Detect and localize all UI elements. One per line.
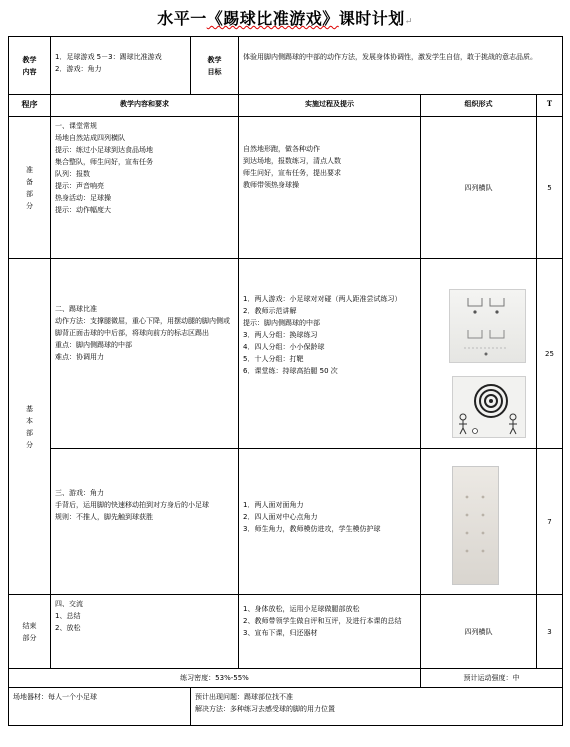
header-content: 教学内容和要求 (51, 95, 239, 117)
closing-organization: 四列横队 (421, 595, 537, 669)
wrestle-formation-photo (452, 466, 499, 585)
practice-density: 练习密度：53%-55% (9, 669, 421, 688)
kick-time: 25 (537, 259, 563, 449)
closing-implementation: 1、身体放松，运用小足球做腿部放松 2、教师带领学生做自评和互评，及进行本课的总结 3、宣布下课，归还器材 (239, 595, 421, 669)
closing-row (9, 595, 563, 669)
kick-implementation: 1．两人游戏：小足球对对碰（两人距准尝试练习） 2．教师示范讲解 提示：脚内侧踢球的中部 3．两人分组：换球练习 4．四人分组：小小保龄球 5．十人分组：打靶 6．课堂练：持球高抬腿 50 次 (239, 259, 421, 449)
teaching-content-line: 1．足球游戏 5－3：踢球比准游戏 (55, 53, 162, 61)
teaching-content-label: 教学 内容 (9, 37, 51, 95)
wrestle-content: 三、游戏：角力 手背后，运用脚的快速移动拍到对方身后的小足球 规则：不推人，脚先触到球获胜 (51, 449, 239, 595)
preparation-content: 一、课堂常规 场地自然站成四列横队 提示：练过小足球到达食品场地 集合整队，师生问好，宣布任务 队列：报数 提示：声音响亮 热身活动：足球操 提示：动作幅度大 (51, 117, 239, 259)
teaching-content-line: 2．游戏：角力 (55, 65, 102, 73)
preparation-phase-label: 准 备 部 分 (9, 117, 51, 259)
header-implementation: 实施过程及提示 (239, 95, 421, 117)
closing-time: 3 (537, 595, 563, 669)
equipment: 场地器材：每人一个小足球 (9, 688, 191, 726)
closing-content: 四、交流 1、总结 2、放松 (51, 595, 239, 669)
problems-solutions (191, 688, 563, 726)
paragraph-mark-icon: ↵ (404, 17, 413, 27)
table-header-row (9, 95, 563, 117)
teaching-goal-value: 体验用脚内侧踢球的中部的动作方法，发展身体协调性，激发学生自信，敢于挑战的意志品质。 (239, 37, 563, 95)
closing-phase-label: 结束 部分 (9, 595, 51, 669)
target-practice-photo (452, 376, 526, 438)
preparation-time: 5 (537, 117, 563, 259)
preparation-organization: 四列横队 (421, 117, 537, 259)
title-prefix: 水平一 (157, 9, 207, 28)
wrestle-implementation: 1．两人面对面角力 2．四人面对中心点角力 3．师生角力，教师模仿进攻，学生模仿护球 (239, 449, 421, 595)
title-game-name: 《踢球比准游戏》 (206, 9, 339, 28)
exercise-intensity: 预计运动强度：中 (421, 669, 563, 688)
expected-problem: 预计出现问题：踢球部位找不准 (195, 693, 293, 701)
preparation-row (9, 117, 563, 259)
header-sequence: 程序 (9, 95, 51, 117)
kick-content: 二、踢球比准 动作方法：支撑腿微屈，重心下降，用摆动腿的脚内侧或脚背正面击球的中后部，将球向前方的标志区踢出 重点：脚内侧踢球的中部 难点：协调用力 (51, 259, 239, 449)
density-row (9, 669, 563, 688)
equipment-row (9, 688, 563, 726)
teaching-content-value (51, 37, 191, 95)
wrestle-time: 7 (537, 449, 563, 595)
teaching-overview-row (9, 37, 563, 95)
header-time: T (537, 95, 563, 117)
teaching-goal-label: 教学 目标 (191, 37, 239, 95)
solution: 解决方法：多种练习去感受球的脚的用力位置 (195, 705, 335, 713)
formation-diagram-photo (449, 289, 526, 363)
basic-phase-label: 基 本 部 分 (9, 259, 51, 595)
preparation-implementation: 自然地形跑，做各种动作 到达场地，报数练习，清点人数 师生问好，宣布任务，提出要求 教师带领热身球操 (239, 117, 421, 259)
title-suffix: 课时计划 (338, 9, 405, 28)
page-title (0, 6, 570, 29)
header-organization: 组织形式 (421, 95, 537, 117)
